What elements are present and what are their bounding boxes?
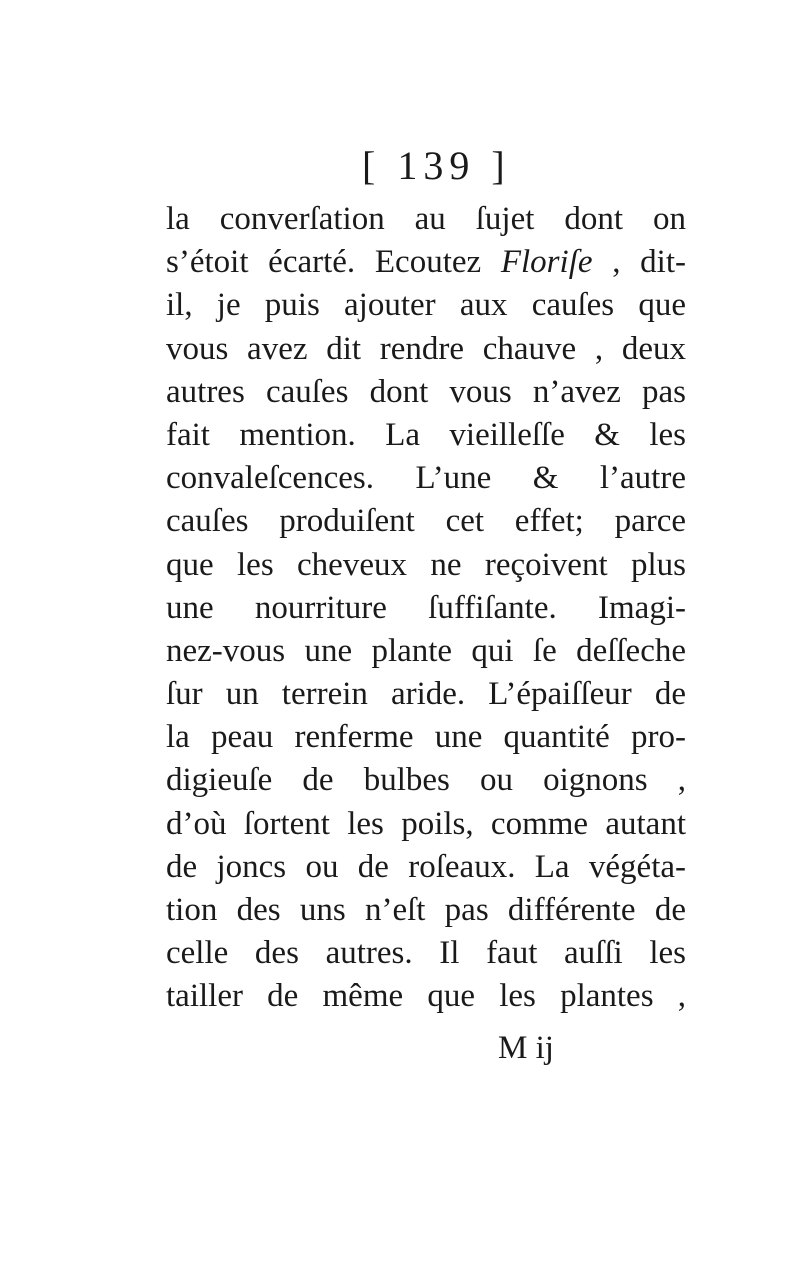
- text-line: une nourriture ſuffiſante. Imagi-: [166, 589, 686, 626]
- text-line: il, je puis ajouter aux cauſes que: [166, 287, 686, 324]
- text-line: de joncs ou de roſeaux. La végéta-: [166, 848, 686, 885]
- text-line: celle des autres. Il faut auſſi les: [166, 935, 686, 972]
- text-line: tion des uns n’eſt pas différente de: [166, 892, 686, 928]
- body-text: [166, 198, 686, 1019]
- text-line: autres cauſes dont vous n’avez pas: [166, 373, 686, 410]
- text-line: cauſes produiſent cet effet; parce: [166, 503, 686, 540]
- signature-mark: M ij: [498, 1030, 554, 1066]
- text-line: digieuſe de bulbes ou oignons ,: [166, 762, 686, 799]
- text-line: [166, 241, 686, 284]
- text-segment: , dit-: [592, 244, 686, 281]
- text-line: nez-vous une plante qui ſe deſſeche: [166, 632, 686, 669]
- italic-name: Floriſe: [500, 244, 593, 281]
- text-line: vous avez dit rendre chauve , deux: [166, 330, 686, 367]
- text-segment: s’étoit écarté. Ecoutez: [166, 244, 501, 281]
- text-line: fait mention. La vieilleſſe & les: [166, 416, 686, 453]
- page-number: [ 139 ]: [362, 143, 511, 188]
- text-line: ſur un terrein aride. L’épaiſſeur de: [166, 676, 686, 713]
- text-line: convaleſcences. L’une & l’autre: [166, 460, 686, 497]
- text-line: la converſation au ſujet dont on: [166, 201, 686, 237]
- text-line: la peau renferme une quantité pro-: [166, 719, 686, 756]
- text-line: tailler de même que les plantes ,: [166, 978, 686, 1015]
- text-line: que les cheveux ne reçoivent plus: [166, 546, 686, 583]
- text-line: d’où ſortent les poils, comme autant: [166, 805, 686, 842]
